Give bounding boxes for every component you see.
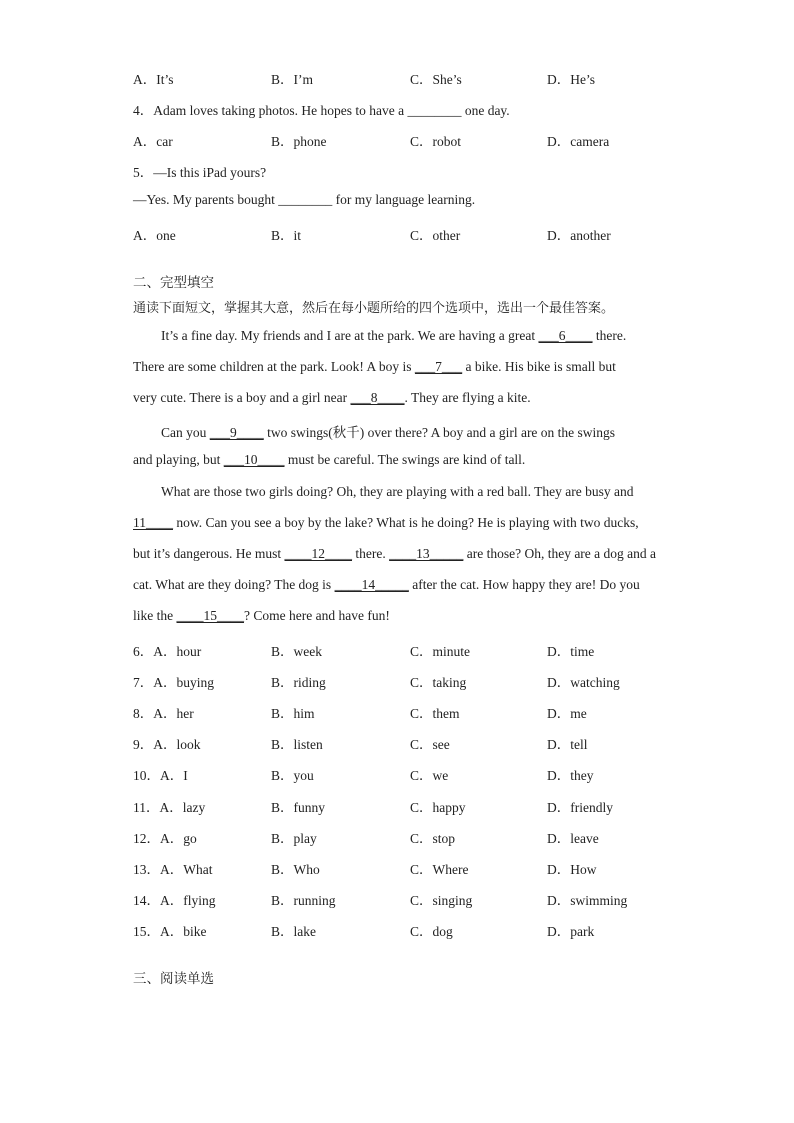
- option-d[interactable]: D．swimming: [547, 893, 628, 908]
- q3-option-b[interactable]: B．I’m: [271, 72, 313, 87]
- passage-line: like the ____15____? Come here and have fun!: [133, 608, 390, 623]
- option-a[interactable]: 8．A．her: [133, 706, 194, 721]
- q5-reply: —Yes. My parents bought ________ for my language learning.: [133, 192, 476, 207]
- blank-15[interactable]: ____15____: [176, 608, 244, 623]
- option-c[interactable]: C．stop: [410, 831, 456, 846]
- option-d[interactable]: D．park: [547, 924, 595, 939]
- q5-option-b[interactable]: B．it: [271, 228, 302, 243]
- q3-option-d[interactable]: D．He’s: [547, 72, 595, 87]
- passage-line: Can you ___9____ two swings(秋千) over there? A boy and a girl are on the swings: [161, 425, 616, 440]
- option-c[interactable]: C．see: [410, 737, 450, 752]
- option-b[interactable]: B．listen: [271, 737, 323, 752]
- option-a[interactable]: 6．A．hour: [133, 644, 202, 659]
- option-a[interactable]: 9．A．look: [133, 737, 201, 752]
- option-a[interactable]: 11．A．lazy: [133, 800, 206, 815]
- option-d[interactable]: D．watching: [547, 675, 620, 690]
- q5-option-a[interactable]: A．one: [133, 228, 176, 243]
- q4-option-a[interactable]: A．car: [133, 134, 173, 149]
- passage-line: There are some children at the park. Look! A boy is ___7___ a bike. His bike is small but: [133, 359, 616, 374]
- blank-13[interactable]: ____13_____: [389, 546, 464, 561]
- blank-7[interactable]: ___7___: [414, 359, 463, 374]
- option-c[interactable]: C．taking: [410, 675, 467, 690]
- blank-8[interactable]: ___8____: [350, 390, 405, 405]
- q3-option-c[interactable]: C．She’s: [410, 72, 462, 87]
- option-c[interactable]: C．dog: [410, 924, 453, 939]
- q5-option-d[interactable]: D．another: [547, 228, 611, 243]
- section-title-cloze: 二、完型填空: [133, 275, 214, 291]
- option-c[interactable]: C．minute: [410, 644, 470, 659]
- option-d[interactable]: D．they: [547, 768, 594, 783]
- passage-line: very cute. There is a boy and a girl near ___8____. They are flying a kite.: [133, 390, 531, 405]
- section-title-reading: 三、阅读单选: [133, 971, 214, 987]
- option-d[interactable]: D．tell: [547, 737, 588, 752]
- q5-option-c[interactable]: C．other: [410, 228, 461, 243]
- option-a[interactable]: 14．A．flying: [133, 893, 216, 908]
- q4-option-c[interactable]: C．robot: [410, 134, 462, 149]
- option-c[interactable]: C．we: [410, 768, 449, 783]
- passage-line: It’s a fine day. My friends and I are at the park. We are having a great ___6____ there.: [161, 328, 627, 343]
- blank-14[interactable]: ____14_____: [334, 577, 409, 592]
- option-b[interactable]: B．week: [271, 644, 322, 659]
- option-c[interactable]: C．happy: [410, 800, 466, 815]
- option-d[interactable]: D．leave: [547, 831, 599, 846]
- q4-option-d[interactable]: D．camera: [547, 134, 610, 149]
- passage-line: and playing, but ___10____ must be careful. The swings are kind of tall.: [133, 452, 526, 467]
- option-d[interactable]: D．How: [547, 862, 597, 877]
- option-a[interactable]: 15．A．bike: [133, 924, 207, 939]
- option-b[interactable]: B．lake: [271, 924, 316, 939]
- option-d[interactable]: D．me: [547, 706, 587, 721]
- cloze-instruction: 通读下面短文，掌握其大意，然后在每小题所给的四个选项中，选出一个最佳答案。: [133, 301, 615, 316]
- blank-6[interactable]: ___6____: [538, 328, 593, 343]
- option-b[interactable]: B．play: [271, 831, 317, 846]
- option-a[interactable]: 12．A．go: [133, 831, 197, 846]
- option-c[interactable]: C．Where: [410, 862, 469, 877]
- option-b[interactable]: B．you: [271, 768, 314, 783]
- blank-9[interactable]: ___9____: [209, 425, 264, 440]
- option-b[interactable]: B．him: [271, 706, 315, 721]
- q4-stem: 4．Adam loves taking photos. He hopes to have a ________ one day.: [133, 103, 510, 118]
- blank-12[interactable]: ____12____: [284, 546, 352, 561]
- passage-line: 11____ now. Can you see a boy by the lake? What is he doing? He is playing with two ducks,: [133, 515, 639, 530]
- option-d[interactable]: D．time: [547, 644, 595, 659]
- q4-option-b[interactable]: B．phone: [271, 134, 327, 149]
- q5-stem: 5．—Is this iPad yours?: [133, 165, 267, 180]
- q3-option-a[interactable]: A．It’s: [133, 72, 174, 87]
- passage-line: but it’s dangerous. He must ____12____ there. ____13_____ are those? Oh, they are a dog and a: [133, 546, 657, 561]
- option-a[interactable]: 13．A．What: [133, 862, 213, 877]
- option-b[interactable]: B．running: [271, 893, 336, 908]
- option-a[interactable]: 10．A．I: [133, 768, 188, 783]
- option-d[interactable]: D．friendly: [547, 800, 613, 815]
- option-b[interactable]: B．riding: [271, 675, 326, 690]
- blank-10[interactable]: ___10____: [223, 452, 285, 467]
- blank-11[interactable]: 11____: [133, 515, 173, 530]
- option-b[interactable]: B．funny: [271, 800, 325, 815]
- passage-line: What are those two girls doing? Oh, they are playing with a red ball. They are busy and: [161, 484, 634, 499]
- option-c[interactable]: C．singing: [410, 893, 473, 908]
- option-b[interactable]: B．Who: [271, 862, 320, 877]
- passage-line: cat. What are they doing? The dog is ____14_____ after the cat. How happy they are! Do you: [133, 577, 640, 592]
- option-c[interactable]: C．them: [410, 706, 460, 721]
- option-a[interactable]: 7．A．buying: [133, 675, 214, 690]
